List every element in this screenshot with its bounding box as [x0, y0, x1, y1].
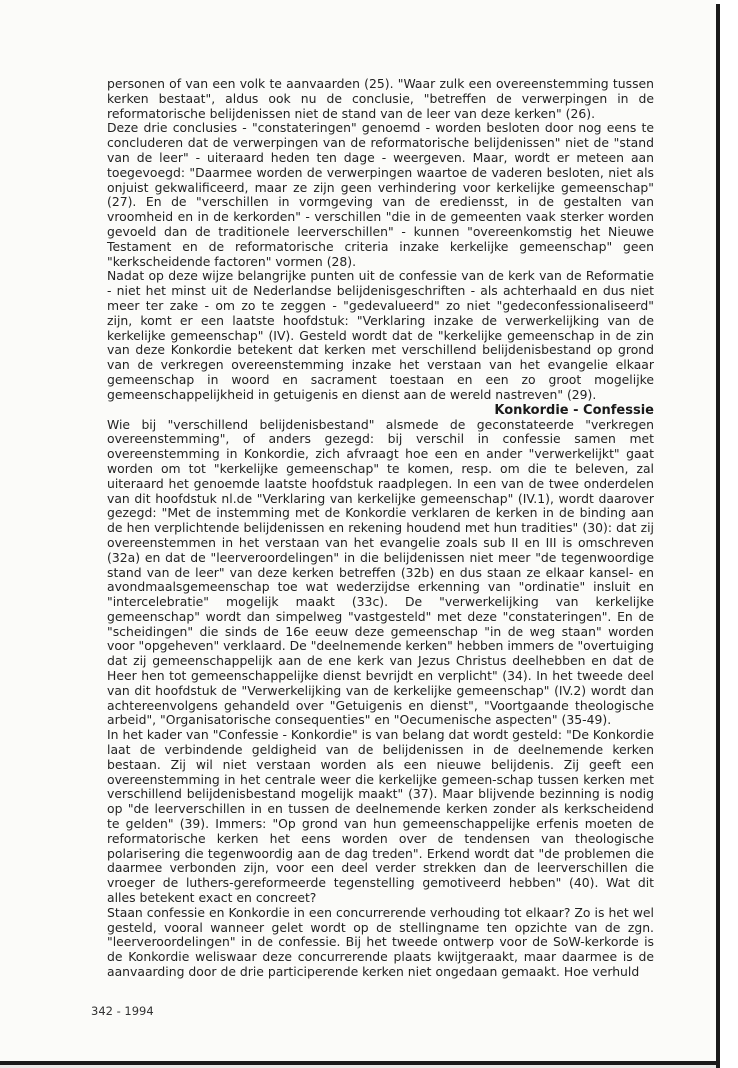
paragraph-1: personen of van een volk te aanvaarden (25). "Waar zulk een overeenstemming tussen kerken bestaat", aldus ook nu de conclusie, "betreffen de verwerpingen in de reformatorische belijdenissen niet de stand van de leer van deze kerken" (26).: [107, 76, 654, 121]
paragraph-2: Deze drie conclusies - "constateringen" genoemd - worden besloten door nog eens te concluderen dat de verwerpingen van de reformatorische belijdenissen" niet de "stand van de leer" - uiteraard heden ten dage - weergeven. Maar, wordt er meteen aan toegevoegd: "Daarmee worden de verwerpingen waartoe de vaderen besloten, niet als onjuist gekwalificeerd, maar ze zijn geen verhindering voor kerkelijke gemeenschap" (27). En de "verschillen in vormgeving van de erediensst, in de gestalten van vroomheid en in de kerkorden" - verschillen "die in de gemeenten vaak sterker worden gevoeld dan de traditionele leerverschillen" - kunnen "overeenkomstig het Nieuwe Testament en de reformatorische criteria inzake kerkelijke gemeenschap" geen "kerkscheidende factoren" vormen (28).: [107, 120, 654, 269]
paragraph-3: Nadat op deze wijze belangrijke punten uit de confessie van de kerk van de Reformatie - niet het minst uit de Nederlandse belijdenisgeschriften - als achterhaald en dus niet meer ter zake - om zo te zeggen - "gedevalueerd" zo niet "gedeconfessionaliseerd" zijn, komt er een laatste hoofdstuk: "Verklaring inzake de verwerkelijking van de kerkelijke gemeenschap" (IV). Gesteld wordt dat de "kerkelijke gemeenschap in de zin van deze Konkordie betekent dat kerken met verschillend belijdenisbestand op grond van de verkregen overeenstemming inzake het verstaan van het evangelie elkaar gemeenschap in woord en sacrament toestaan en een zo groot mogelijke gemeenschappelijkheid in getuigenis en dienst aan de wereld nastreven" (29).: [107, 268, 654, 402]
page-edge-bottom: [0, 1061, 720, 1065]
paragraph-6: Staan confessie en Konkordie in een concurrerende verhouding tot elkaar? Zo is het wel gesteld, vooral wanneer gelet wordt op de stellingname ten opzichte van de zgn. "leerveroordelingen" in de confessie. Bij het tweede ontwerp voor de SoW-kerkorde is de Konkordie weliswaar deze concurrerende plaats kwijtgeraakt, maar daarmee is de aanvaarding door de drie participerende kerken niet ongedaan gemaakt. Hoe verhuld: [107, 904, 654, 980]
section-heading: Konkordie - Confessie: [494, 402, 654, 418]
paragraph-4: Wie bij "verschillend belijdenisbestand" alsmede de geconstateerde "verkregen overeenstemming", of anders gezegd: bij verschil in confessie samen met overeenstemming in Konkordie, zich afvraagt hoe een en ander "verwerkelijkt" gaat worden om tot "kerkelijke gemeenschap" te komen, resp. om die te beleven, zal uiteraard het genoemde laatste hoofdstuk raadplegen. In een van de twee onderdelen van dit hoofdstuk nl.de "Verklaring van kerkelijke gemeenschap" (IV.1), wordt daarover gezegd: "Met de instemming met de Konkordie verklaren de kerken in de binding aan de hen verplichtende belijdenissen en rekening houdend met hun tradities" (30): dat zij overeenstemmen in het verstaan van het evangelie zoals sub II en III is omschreven (32a) en dat de "leerveroordelingen" in die belijdenissen niet meer "de tegenwoordige stand van de leer" van deze kerken betreffen (32b) en dus staan ze elkaar kansel- en avondmaalsgemeenschap toe wat wederzijdse erkenning van "ordinatie" insluit en "intercelebratie" mogelijk maakt (33c). De "verwerkelijking van kerkelijke gemeenschap" wordt dan simpelweg "vastgesteld" met deze "constateringen". En de "scheidingen" die sinds de 16e eeuw deze gemeenschap "in de weg staan" worden voor "opgeheven" verklaard. De "deelnemende kerken" hebben immers de "overtuiging dat zij gemeenschappelijk aan de ene kerk van Jezus Christus deelhebben en dat de Heer hen tot gemeenschappelijke dienst bevrijdt en verplicht" (34). In het tweede deel van dit hoofdstuk de "Verwerkelijking van de kerkelijke gemeenschap" (IV.2) wordt dan achtereenvolgens gehandeld over "Getuigenis en dienst", "Voortgaande theologische arbeid", "Organisatorische consequenties" en "Oecumenische aspecten" (35-49).: [107, 416, 654, 728]
page-footer: 342 - 1994: [91, 1004, 154, 1018]
body-text: [107, 77, 654, 980]
page-edge-right: [716, 0, 738, 1068]
paragraph-5: In het kader van "Confessie - Konkordie" is van belang dat wordt gesteld: "De Konkordie laat de verbindende geldigheid van de belijdenissen in de deelnemende kerken bestaan. Zij wil niet verstaan worden als een nieuwe belijdenis. Zij geeft een overeenstemming in het centrale weer die kerkelijke gemeen-schap tussen kerken met verschillend belijdenisbestand mogelijk maakt" (37). Maar blijvende bezinning is nodig op "de leerverschillen in en tussen de deelnemende kerken zonder als kerkscheidend te gelden" (39). Immers: "Op grond van hun gemeenschappelijke erfenis moeten de reformatorische kerken het eens worden over de tendensen van theologische polarisering die tegenwoordig aan de dag treden". Erkend wordt dat "de problemen die daarmee verbonden zijn, voor een deel verder strekken dan de leerverschillen die vroeger de luthers-gereformeerde tegenstelling gemotiveerd hebben" (40). Wat dit alles betekent exact en concreet?: [107, 727, 654, 906]
